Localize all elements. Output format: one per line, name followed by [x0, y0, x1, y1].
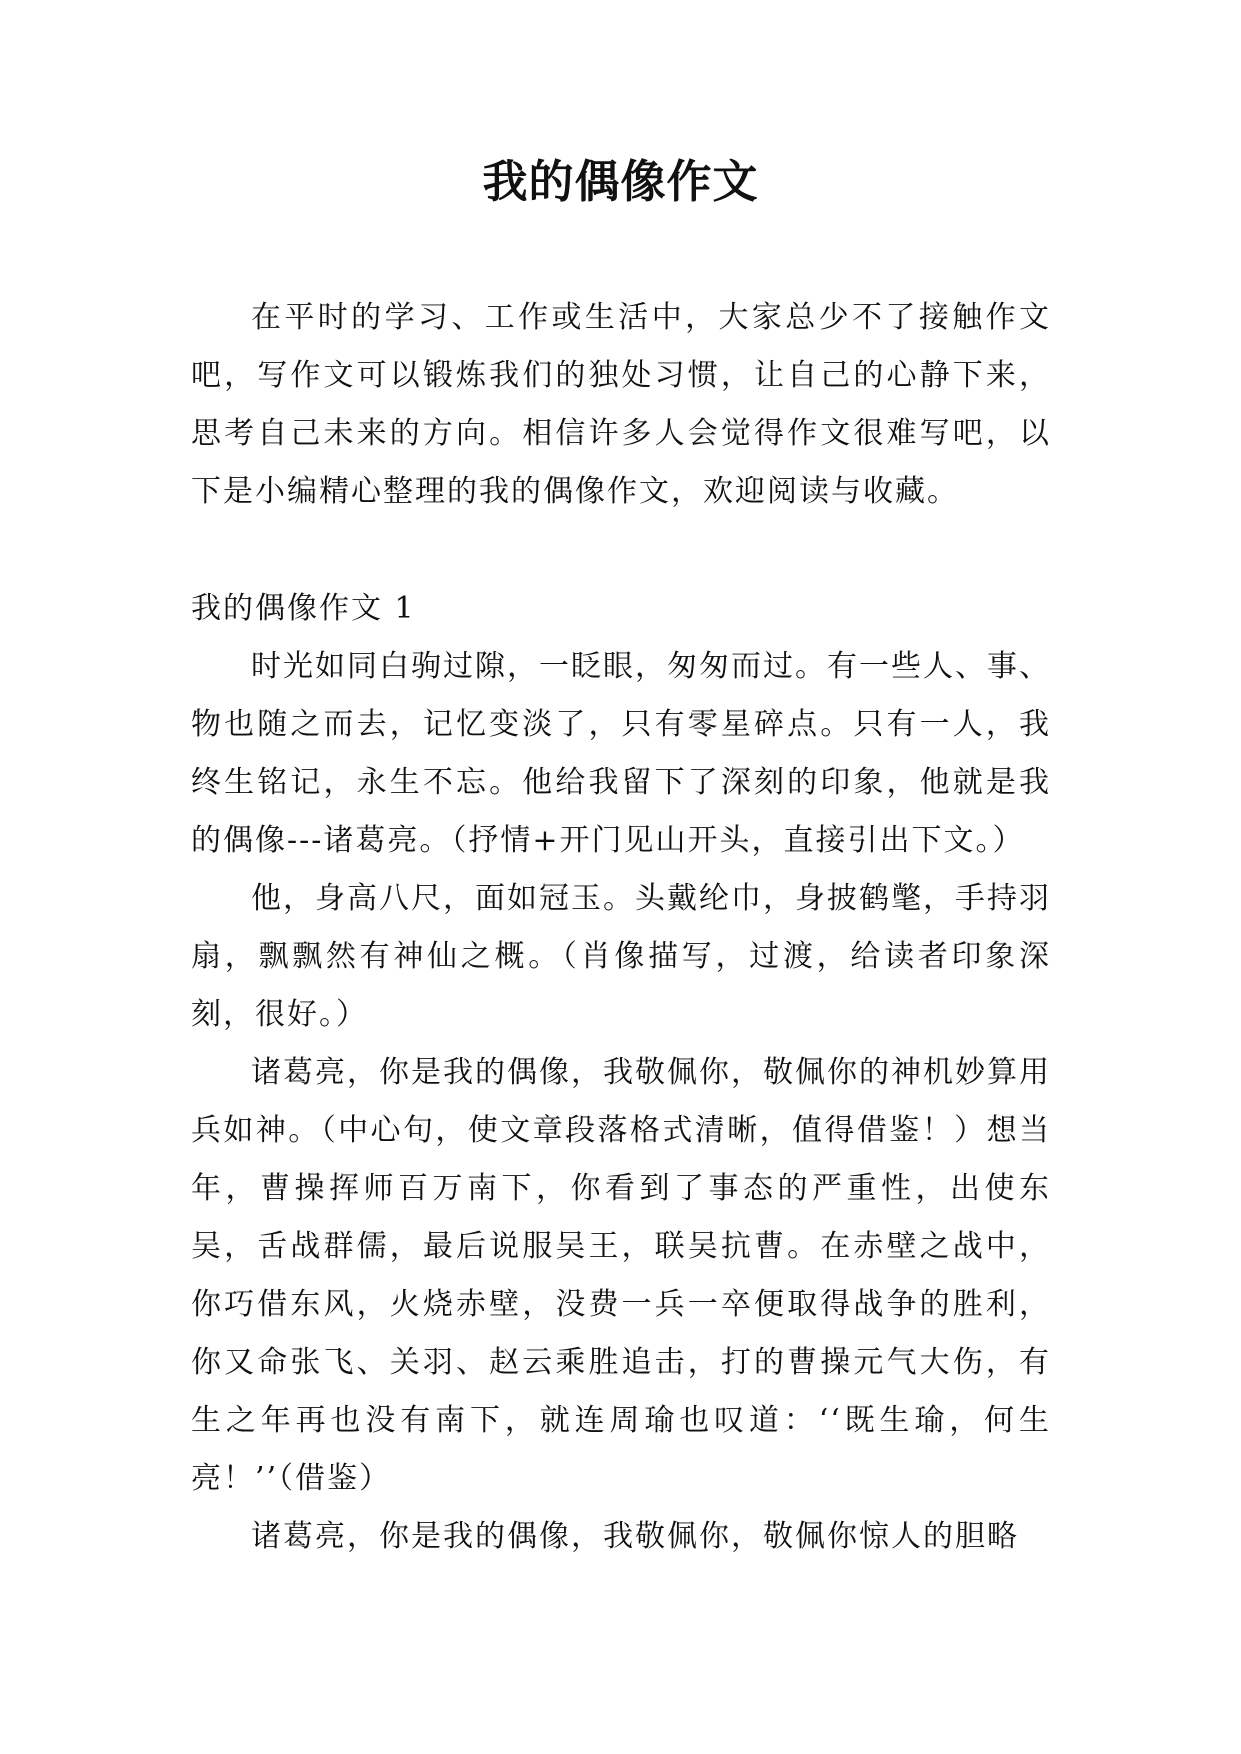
essay-paragraph-2: 他，身高八尺，面如冠玉。头戴纶巾，身披鹤氅，手持羽扇，飘飘然有神仙之概。（肖像描写，过渡，给读者印象深刻，很好。）: [191, 881, 1051, 1032]
essay-paragraph-4: 诸葛亮，你是我的偶像，我敬佩你，敬佩你惊人的胆略: [251, 1519, 1019, 1554]
document-title: 我的偶像作文: [482, 155, 759, 208]
essay-paragraph-1: 时光如同白驹过隙，一眨眼，匆匆而过。有一些人、事、物也随之而去，记忆变淡了，只有零星碎点。只有一人，我终生铭记，永生不忘。他给我留下了深刻的印象，他就是我的偶像---诸葛亮。（抒情+开门见山开头，直接引出下文。）: [191, 649, 1051, 858]
essay-paragraph-3: 诸葛亮，你是我的偶像，我敬佩你，敬佩你的神机妙算用兵如神。（中心句，使文章段落格式清晰，值得借鉴！）想当年，曹操挥师百万南下，你看到了事态的严重性，出使东吴，舌战群儒，最后说服吴王，联吴抗曹。在赤壁之战中，你巧借东风，火烧赤壁，没费一兵一卒便取得战争的胜利，你又命张飞、关羽、赵云乘胜追击，打的曹操元气大伤，有生之年再也没有南下，就连周瑜也叹道：‘‘既生瑜，何生亮！’’（借鉴）: [191, 1055, 1051, 1496]
intro-paragraph: 在平时的学习、工作或生活中，大家总少不了接触作文吧，写作文可以锻炼我们的独处习惯，让自己的心静下来，思考自己未来的方向。相信许多人会觉得作文很难写吧，以下是小编精心整理的我的偶像作文，欢迎阅读与收藏。: [191, 300, 1051, 509]
intro-block: [191, 289, 1051, 521]
section-heading: 我的偶像作文 1: [191, 591, 416, 626]
essay-body: [191, 638, 1051, 1566]
